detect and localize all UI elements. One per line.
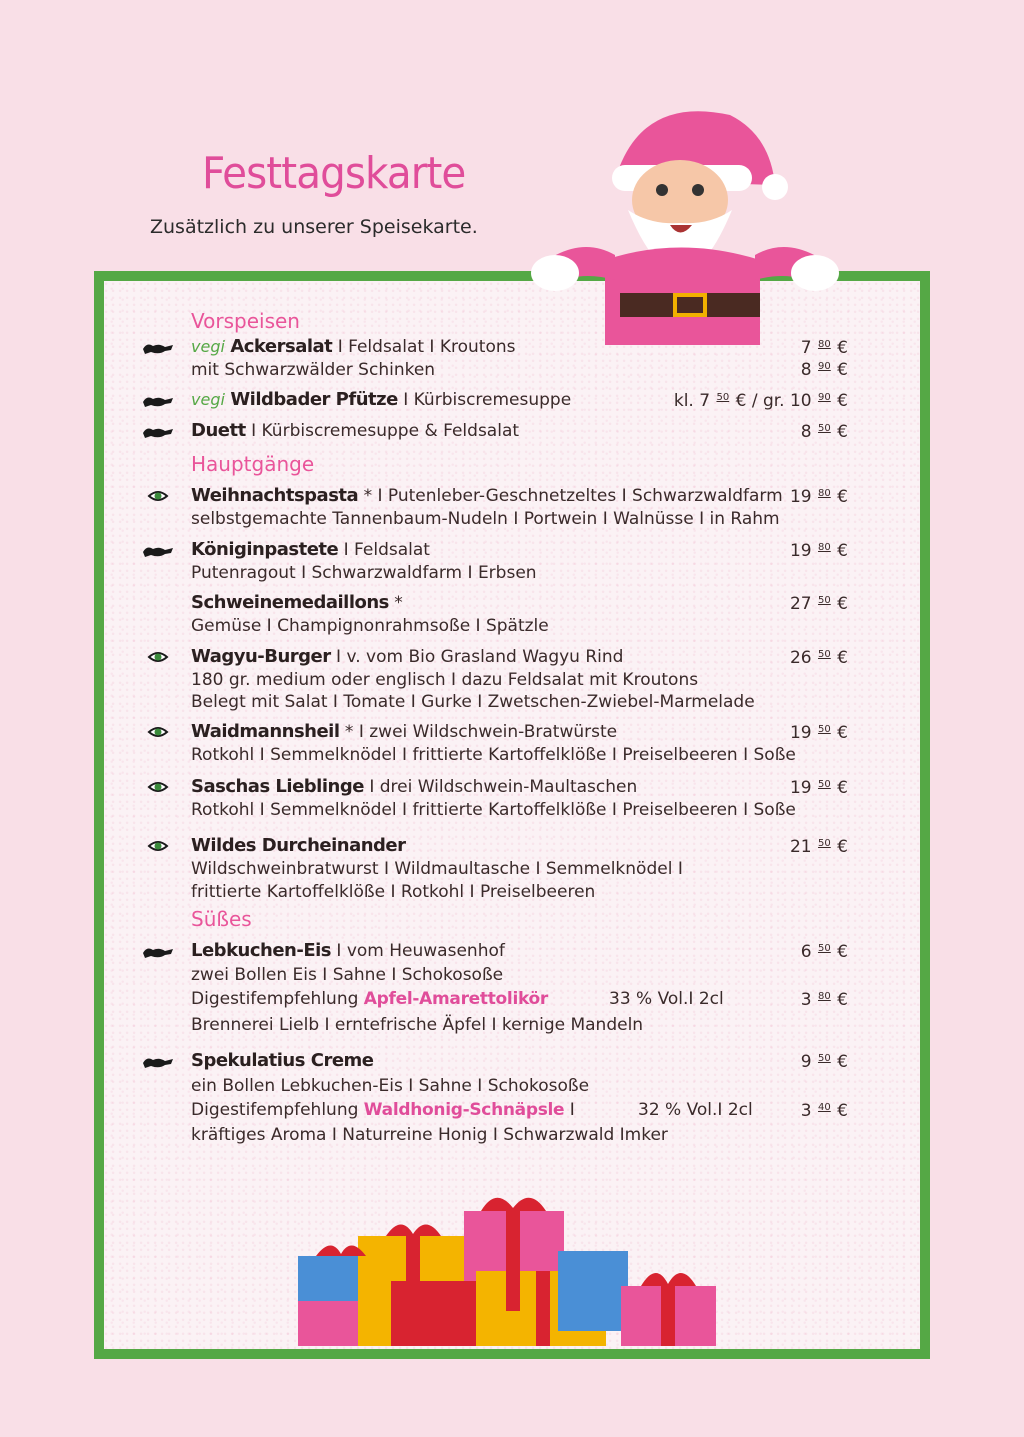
menu-subtitle: Zusätzlich zu unserer Speisekarte. (150, 216, 478, 238)
lion-icon (141, 340, 175, 356)
item-durcheinander: Wildes Durcheinander (191, 835, 406, 856)
item-ackersalat-line2: mit Schwarzwälder Schinken (191, 360, 436, 380)
item-spekulatius-line4: kräftiges Aroma I Naturreine Honig I Schwarzwald Imker (191, 1125, 668, 1145)
item-ackersalat: vegi Ackersalat I Feldsalat I Kroutons (191, 336, 516, 357)
lion-icon (141, 1054, 175, 1070)
price-lebkuchen-digestif: 3 $^{80}$ € (800, 990, 848, 1010)
spekulatius-digestif-volume: 32 % Vol.I 2cl (638, 1100, 753, 1120)
price-ackersalat: 7 $^{80}$ € (800, 338, 848, 358)
item-pastete-line2: Putenragout I Schwarzwaldfarm I Erbsen (191, 563, 537, 583)
item-lieblinge: Saschas Lieblinge I drei Wildschwein-Maultaschen (191, 776, 638, 797)
item-pasta-line2: selbstgemachte Tannenbaum-Nudeln I Portwein I Walnüsse I in Rahm (191, 509, 780, 529)
item-wagyu-line2: 180 gr. medium oder englisch I dazu Feldsalat mit Kroutons (191, 670, 699, 690)
price-pasta: 19 $^{80}$ € (789, 487, 848, 507)
item-lebkuchen-digestif: Digestifempfehlung Apfel-Amarettolikör (191, 989, 548, 1009)
item-durcheinander-line2: Wildschweinbratwurst I Wildmaultasche I Semmelknödel I (191, 859, 683, 879)
section-suesses: Süßes (191, 907, 252, 931)
item-lebkuchen: Lebkuchen-Eis I vom Heuwasenhof (191, 940, 505, 961)
item-spekulatius: Spekulatius Creme (191, 1050, 374, 1071)
price-durcheinander: 21 $^{50}$ € (789, 837, 848, 857)
eye-icon (141, 488, 175, 504)
item-medaillons: Schweinemedaillons * (191, 592, 403, 613)
price-waidmannsheil: 19 $^{50}$ € (789, 723, 848, 743)
gift-boxes-illustration (296, 1196, 726, 1346)
section-hauptgaenge: Hauptgänge (191, 452, 315, 476)
eye-icon (141, 779, 175, 795)
item-wagyu-line3: Belegt mit Salat I Tomate I Gurke I Zwetschen-Zwiebel-Marmelade (191, 692, 755, 712)
eye-icon (141, 838, 175, 854)
item-medaillons-line2: Gemüse I Champignonrahmsoße I Spätzle (191, 616, 549, 636)
lion-icon (141, 944, 175, 960)
price-medaillons: 27 $^{50}$ € (789, 594, 848, 614)
item-waidmannsheil-line2: Rotkohl I Semmelknödel I frittierte Kartoffelklöße I Preiselbeeren I Soße (191, 745, 796, 765)
item-duett: Duett I Kürbiscremesuppe & Feldsalat (191, 420, 520, 441)
price-lieblinge: 19 $^{50}$ € (789, 778, 848, 798)
price-lebkuchen: 6 $^{50}$ € (800, 942, 848, 962)
eye-icon (141, 649, 175, 665)
price-ackersalat-schinken: 8 $^{90}$ € (800, 360, 848, 380)
item-spekulatius-line2: ein Bollen Lebkuchen-Eis I Sahne I Schokosoße (191, 1076, 590, 1096)
item-pfuetze: vegi Wildbader Pfütze I Kürbiscremesuppe (191, 389, 572, 410)
item-pastete: Königinpastete I Feldsalat (191, 539, 430, 560)
lion-icon (141, 543, 175, 559)
item-durcheinander-line3: frittierte Kartoffelklöße I Rotkohl I Preiselbeeren (191, 882, 596, 902)
lion-icon (141, 393, 175, 409)
item-lebkuchen-line2: zwei Bollen Eis I Sahne I Schokosoße (191, 965, 504, 985)
item-lieblinge-line2: Rotkohl I Semmelknödel I frittierte Kartoffelklöße I Preiselbeeren I Soße (191, 800, 796, 820)
item-waidmannsheil: Waidmannsheil * I zwei Wildschwein-Bratwürste (191, 721, 618, 742)
price-spekulatius: 9 $^{50}$ € (800, 1052, 848, 1072)
item-spekulatius-digestif: Digestifempfehlung Waldhonig-Schnäpsle I (191, 1100, 575, 1120)
item-pasta: Weihnachtspasta * I Putenleber-Geschnetzeltes I Schwarzwaldfarm (191, 485, 783, 506)
price-pfuetze: kl. 7 $^{50}$ € / gr. 10 $^{90}$ € (673, 391, 848, 411)
price-wagyu: 26 $^{50}$ € (789, 648, 848, 668)
eye-icon (141, 724, 175, 740)
lion-icon (141, 424, 175, 440)
section-vorspeisen: Vorspeisen (191, 309, 300, 333)
item-lebkuchen-line4: Brennerei Lielb I erntefrische Äpfel I kernige Mandeln (191, 1015, 644, 1035)
item-wagyu: Wagyu-Burger I v. vom Bio Grasland Wagyu Rind (191, 646, 624, 667)
menu-title: Festtagskarte (202, 148, 466, 199)
price-pastete: 19 $^{80}$ € (789, 541, 848, 561)
santa-illustration (520, 95, 850, 350)
price-duett: 8 $^{50}$ € (800, 422, 848, 442)
price-spekulatius-digestif: 3 $^{40}$ € (800, 1101, 848, 1121)
lebkuchen-digestif-volume: 33 % Vol.I 2cl (609, 989, 724, 1009)
